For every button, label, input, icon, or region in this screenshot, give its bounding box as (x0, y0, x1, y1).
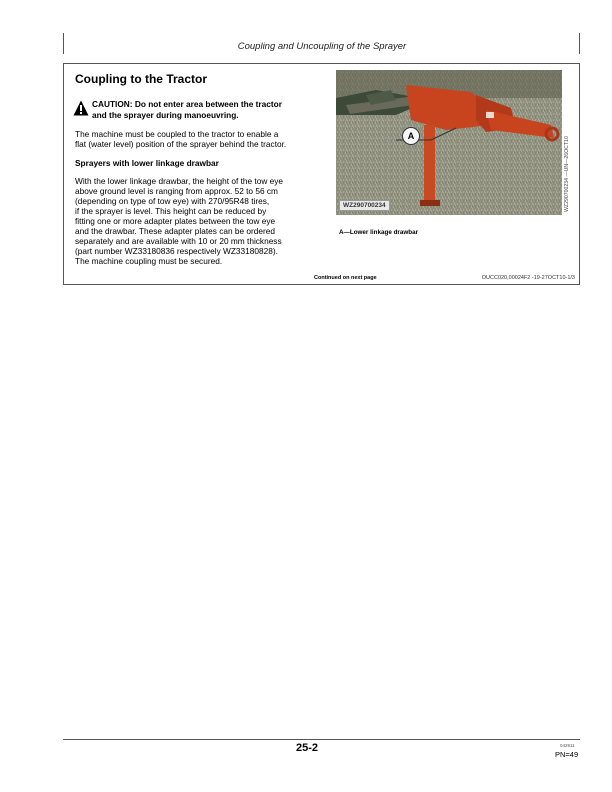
body-line: The machine coupling must be secured. (75, 256, 223, 266)
intro-paragraph (75, 129, 327, 149)
body-line: separately and are available with 10 or 20 mm thickness (75, 236, 282, 246)
drawbar-photo-image (336, 70, 562, 215)
page-number: 25-2 (296, 742, 319, 754)
caution-text (92, 99, 323, 121)
body-line: if the sprayer is level. This height can be reduced by (75, 206, 267, 216)
caution-line: CAUTION: Do not enter area between the tractor (92, 99, 282, 109)
footer-rule (63, 739, 580, 740)
figure-image-id: WZ290700234 (339, 200, 390, 211)
intro-line: The machine must be coupled to the tractor to enable a (75, 129, 279, 139)
footer-pn: PN=49 (555, 750, 579, 759)
page-header-title: Coupling and Uncoupling of the Sprayer (237, 41, 407, 52)
body-line: (part number WZ33180836 respectively WZ33180828). (75, 246, 278, 256)
intro-line: flat (water level) position of the sprayer behind the tractor. (75, 139, 287, 149)
body-line: above ground level is ranging from approx. 52 to 56 cm (75, 186, 278, 196)
warning-triangle-icon (73, 100, 89, 116)
callout-a-label: A (402, 127, 420, 145)
figure-caption: A—Lower linkage drawbar (339, 229, 419, 236)
caution-block (73, 99, 323, 121)
body-line: With the lower linkage drawbar, the height of the tow eye (75, 176, 284, 186)
body-line: and the drawbar. These adapter plates can be ordered (75, 226, 276, 236)
subheading: Sprayers with lower linkage drawbar (75, 158, 219, 168)
document-reference: OUCC020,00024F2 -19-27OCT10-1/3 (481, 275, 575, 281)
body-line: fitting one or more adapter plates between the tow eye (75, 216, 276, 226)
body-paragraph (75, 176, 327, 266)
figure-side-reference: WZ290700234 —UN—26OCT10 (564, 136, 570, 212)
body-line: (depending on type of tow eye) with 270/95R48 tires, (75, 196, 270, 206)
footer-date-code: 042911 (560, 743, 575, 748)
drawbar-photo (336, 70, 562, 215)
coupling-section (63, 63, 580, 285)
caution-line: and the sprayer during manoeuvring. (92, 110, 239, 120)
continued-note: Continued on next page (314, 275, 377, 281)
section-title: Coupling to the Tractor (75, 72, 207, 86)
